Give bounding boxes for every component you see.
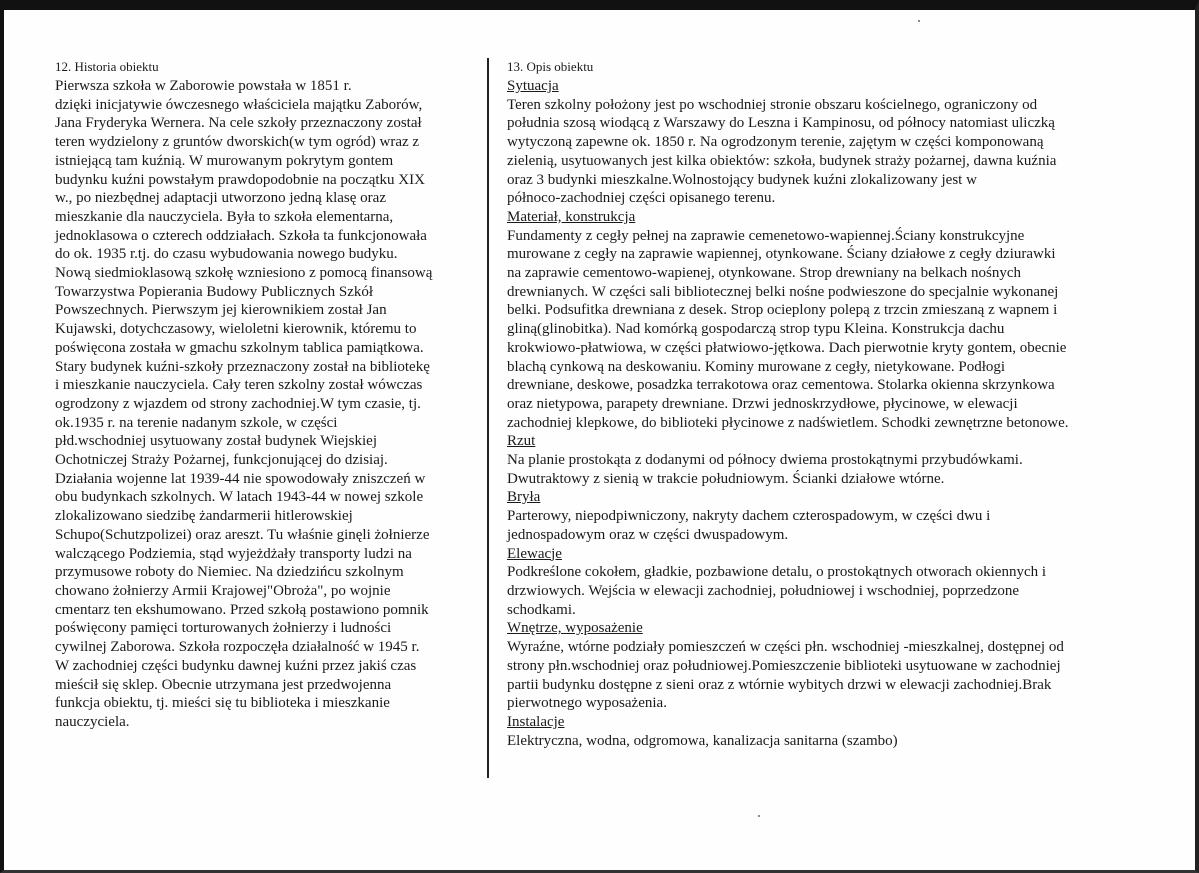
section-elewacje [507, 545, 1147, 620]
scan-speck [758, 815, 760, 817]
section-instalacje [507, 713, 1147, 750]
section-title: Sytuacja [507, 78, 559, 94]
section-text: Elektryczna, wodna, odgromowa, kanalizacja sanitarna (szambo) [507, 732, 898, 749]
section-text: Podkreślone cokołem, gładkie, pozbawione detalu, o prostokątnych otworach okiennych i drzwiowych. Wejścia w elewacji zachodniej, południowej i wschodniej, poprzedzone schodkami. [507, 564, 1047, 618]
history-column [55, 59, 483, 732]
scan-speck [918, 20, 920, 22]
section-text: Wyraźne, wtórne podziały pomieszczeń w części płn. wschodniej -mieszkalnej, dostępnej od strony płn.wschodniej oraz południowej.Pomieszczenie biblioteki usytuowane w zachodniej partii budynku dostępne z sieni oraz z wtórnie wybitych drzwi w elewacji zachodniej.Brak pierwotnego wyposażenia. [507, 639, 1064, 712]
section-title: Materiał, konstrukcja [507, 208, 636, 225]
section-rzut [507, 432, 1147, 488]
section-title: Instalacje [507, 713, 565, 730]
section-title: Wnętrze, wyposażenie [507, 620, 643, 637]
section-title: Bryła [507, 489, 541, 506]
section-text: Parterowy, niepodpiwniczony, nakryty dachem czterospadowym, w części dwu i jednospadowym oraz w części dwuspadowym. [507, 508, 991, 543]
section-wnetrze [507, 619, 1147, 713]
section-text: Fundamenty z cegły pełnej na zaprawie cemenetowo-wapiennej.Ściany konstrukcyjne murowane z cegły na zaprawie wapiennej, otynkowane. Ściany działowe z cegły dziurawki na zaprawie cementowo-wapienej, otynkowane. Strop drewniany na belkach nośnych drewnianych. W części sali bibliotecznej belki nośne podwieszone do specjalnie wykonanej belki. Podsufitka drewniana z desek. Strop ocieplony polepą z trzcin zmieszaną z wapnem i gliną(glinobitka). Nad komórką gospodarczą strop typu Kleina. Konstrukcja dachu krokwiowo-płatwiowa, w części płatwiowo-jętkowa. Dach pierwotnie kryty gontem, obecnie blachą cynkową na deskowaniu. Kominy murowane z cegły, nietykowane. Podłogi drewniane, deskowe, posadzka terrakotowa oraz cementowa. Stolarka okienna skrzynkowa oraz nietypowa, parapety drewniane. Drzwi jednoskrzydłowe, płycinowe, w elewacji zachodniej klepkowe, do biblioteki płycinowe z nadświetlem. Schodki zewnętrzne betonowe. [507, 227, 1069, 431]
section-text: Na planie prostokąta z dodanymi od północy dwiema prostokątnymi przybudówkami. Dwutraktowy z sienią w trakcie południowym. Ścianki działowe wtórne. [507, 452, 1023, 487]
history-heading: 12. Historia obiektu [55, 59, 159, 74]
section-bryla [507, 488, 1147, 544]
description-column [507, 59, 1147, 750]
section-material [507, 208, 1147, 432]
section-sytuacja [507, 77, 1147, 208]
section-title: Rzut [507, 433, 536, 450]
section-text: Teren szkolny położony jest po wschodniej stronie obszaru kościelnego, ograniczony od południa szosą wiodącą z Warszawy do Leszna i Kampinosu, od północy natomiast uliczką wytyczoną zapewne ok. 1850 r. Na ogrodzonym terenie, zajętym w części komponowaną zielenią, usytuowanych jest kilka obiektów: szkoła, budynek straży pożarnej, dawna kuźnia oraz 3 budynki mieszkalne.Wolnostojący budynek kuźni zlokalizowany jest w północo-zachodniej części opisanego terenu. [507, 96, 1057, 207]
section-title: Elewacje [507, 545, 562, 562]
history-text: Pierwsza szkoła w Zaborowie powstała w 1851 r. dzięki inicjatywie ówczesnego właściciela majątku Zaborów, Jana Fryderyka Wernera. Na cele szkoły przeznaczony został teren wydzielony z gruntów dworskich(w tym ogród) wraz z istniejącą tam kuźnią. W murowanym pokrytym gontem budynku kuźni powstałym prawdopodobnie na początku XIX w., po niezbędnej adaptacji utworzono jedną klasę oraz mieszkanie dla nauczyciela. Była to szkoła elementarna, jednoklasowa o czterech oddziałach. Szkoła ta funkcjonowała do ok. 1935 r.tj. do czasu wybudowania nowego budyku. Nową siedmioklasową szkołę wzniesiono z pomocą finansową Towarzystwa Popierania Budowy Publicznych Szkół Powszechnych. Pierwszym jej kierownikiem został Jan Kujawski, dotychczasowy, wieloletni kierownik, któremu to poświęcona została w gmachu szkolnym tablica pamiątkowa. Stary budynek kuźni-szkoły przeznaczony został na bibliotekę i mieszkanie nauczyciela. Cały teren szkolny został wówczas ogrodzony z wjazdem od strony zachodniej.W tym czasie, tj. ok.1935 r. na terenie nadanym szkole, w części płd.wschodniej usytuowany został budynek Wiejskiej Ochotniczej Straży Pożarnej, funkcjonującej do dzisiaj. Działania wojenne lat 1939-44 nie spowodowały zniszczeń w obu budynkach szkolnych. W latach 1943-44 w nowej szkole zlokalizowano siedzibę żandarmerii hitlerowskiej Schupo(Schutzpolizei) oraz areszt. Tu właśnie ginęli żołnierze walczącego Podziemia, stąd wyjeżdżały transporty ludzi na przymusowe roboty do Niemiec. Na dziedzińcu szkolnym chowano żołnierzy Armii Krajowej"Obroża", po wojnie cmentarz ten ekshumowano. Przed szkołą postawiono pomnik poświęcony pamięci torturowanych żołnierzy i ludności cywilnej Zaborowa. Szkoła rozpoczęła działalność w 1945 r. W zachodniej części budynku dawnej kuźni przez jakiś czas mieścił się sklep. Obecnie utrzymana jest przedwojenna funkcja obiektu, tj. mieści się tu biblioteka i mieszkanie nauczyciela. [55, 78, 433, 730]
column-divider [487, 58, 489, 778]
description-heading: 13. Opis obiektu [507, 59, 594, 74]
